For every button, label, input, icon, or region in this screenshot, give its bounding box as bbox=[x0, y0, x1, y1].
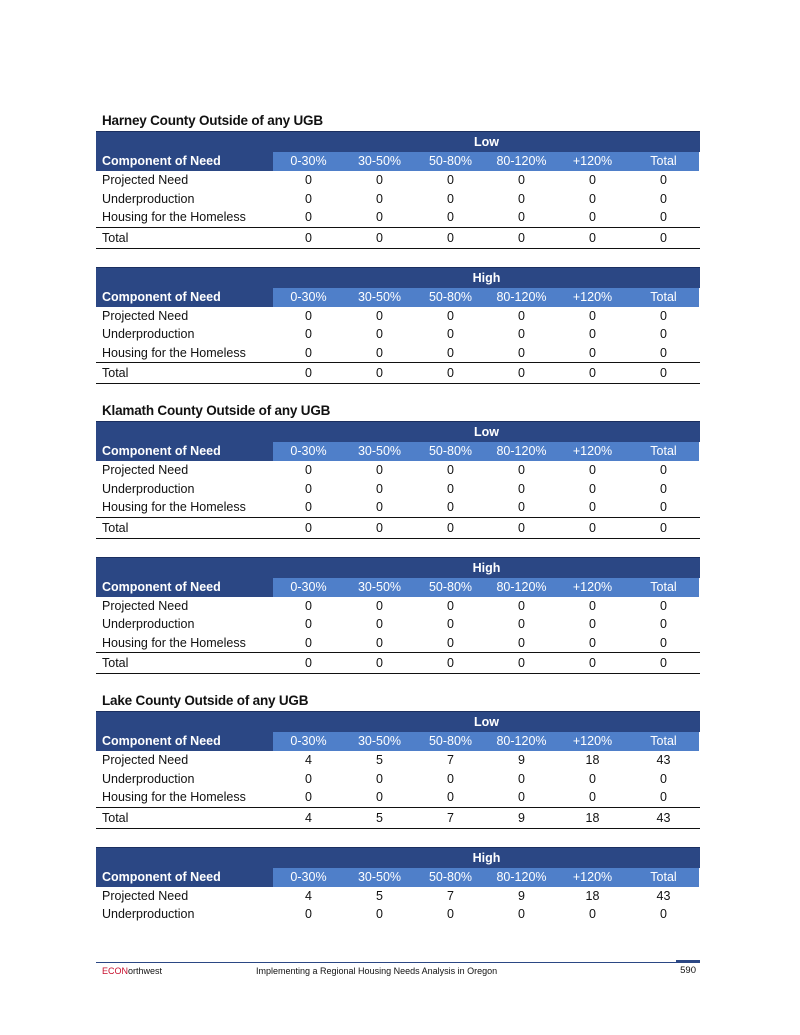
column-header: 30-50% bbox=[344, 288, 415, 307]
cell-value: 7 bbox=[447, 888, 454, 903]
row-label: Total bbox=[102, 366, 129, 380]
cell-value: 0 bbox=[589, 598, 596, 613]
cell-value: 0 bbox=[447, 617, 454, 631]
cell-value: 0 bbox=[589, 173, 596, 187]
cell-value: 0 bbox=[589, 907, 596, 921]
section-title: Harney County Outside of any UGB bbox=[102, 113, 323, 128]
column-header: 30-50% bbox=[344, 442, 415, 461]
footer-accent bbox=[676, 960, 700, 962]
cell-value: 0 bbox=[447, 500, 454, 514]
cell-value: 0 bbox=[305, 790, 312, 804]
cell-value: 0 bbox=[305, 907, 312, 921]
needs-table bbox=[96, 131, 700, 249]
cell-value: 0 bbox=[447, 481, 454, 496]
scenario-band bbox=[96, 557, 700, 578]
cell-value: 0 bbox=[660, 907, 667, 921]
cell-value: 0 bbox=[305, 191, 312, 206]
column-header: +120% bbox=[557, 868, 628, 887]
table-header-row bbox=[96, 732, 700, 751]
cell-value: 0 bbox=[589, 635, 596, 650]
table-row bbox=[96, 325, 700, 344]
table-row bbox=[96, 208, 700, 228]
cell-value: 0 bbox=[447, 598, 454, 613]
cell-value: 0 bbox=[518, 345, 525, 360]
column-header: 80-120% bbox=[486, 442, 557, 461]
row-label: Housing for the Homeless bbox=[102, 210, 246, 224]
table-header-row bbox=[96, 442, 700, 461]
row-label: Underproduction bbox=[102, 327, 195, 341]
needs-table bbox=[96, 847, 700, 924]
cell-value: 0 bbox=[589, 230, 596, 245]
scenario-band bbox=[96, 421, 700, 442]
cell-value: 0 bbox=[660, 308, 667, 323]
cell-value: 18 bbox=[585, 888, 600, 903]
cell-value: 0 bbox=[447, 308, 454, 323]
cell-value: 5 bbox=[376, 810, 383, 825]
column-header: 0-30% bbox=[273, 442, 344, 461]
cell-value: 0 bbox=[447, 230, 454, 245]
column-header: +120% bbox=[557, 732, 628, 751]
column-header: 0-30% bbox=[273, 578, 344, 597]
cell-value: 0 bbox=[589, 617, 596, 631]
cell-value: 0 bbox=[376, 635, 383, 650]
row-label: Total bbox=[102, 656, 129, 670]
cell-value: 0 bbox=[305, 481, 312, 496]
column-header: Total bbox=[628, 868, 699, 887]
column-header: 50-80% bbox=[415, 152, 486, 171]
column-header: +120% bbox=[557, 442, 628, 461]
cell-value: 0 bbox=[660, 191, 667, 206]
table-row bbox=[96, 171, 700, 190]
cell-value: 0 bbox=[376, 520, 383, 535]
cell-value: 0 bbox=[518, 173, 525, 187]
column-header: 0-30% bbox=[273, 868, 344, 887]
cell-value: 4 bbox=[305, 753, 312, 767]
cell-value: 0 bbox=[660, 656, 667, 670]
row-label: Housing for the Homeless bbox=[102, 345, 246, 360]
cell-value: 0 bbox=[660, 481, 667, 496]
cell-value: 0 bbox=[305, 598, 312, 613]
row-label: Projected Need bbox=[102, 308, 189, 323]
table-row bbox=[96, 751, 700, 770]
needs-table bbox=[96, 267, 700, 385]
table-row bbox=[96, 307, 700, 326]
footer-brand: ECONorthwest bbox=[102, 966, 163, 976]
table-header-row bbox=[96, 152, 700, 171]
cell-value: 0 bbox=[447, 907, 454, 921]
cell-value: 0 bbox=[376, 173, 383, 187]
table-row bbox=[96, 887, 700, 906]
column-header: 30-50% bbox=[344, 578, 415, 597]
cell-value: 9 bbox=[518, 753, 525, 767]
report-page bbox=[96, 112, 700, 942]
cell-value: 0 bbox=[518, 327, 525, 341]
cell-value: 0 bbox=[589, 308, 596, 323]
table-row bbox=[96, 615, 700, 634]
cell-value: 0 bbox=[376, 308, 383, 323]
cell-value: 0 bbox=[305, 463, 312, 477]
cell-value: 0 bbox=[447, 520, 454, 535]
column-header: Component of Need bbox=[96, 732, 273, 751]
cell-value: 0 bbox=[305, 308, 312, 323]
table-row bbox=[96, 480, 700, 499]
cell-value: 43 bbox=[656, 753, 671, 767]
table-row bbox=[96, 634, 700, 654]
table-row bbox=[96, 905, 700, 924]
column-header: +120% bbox=[557, 578, 628, 597]
table-row bbox=[96, 653, 700, 674]
column-header: Total bbox=[628, 442, 699, 461]
cell-value: 0 bbox=[305, 656, 312, 670]
cell-value: 0 bbox=[305, 617, 312, 631]
cell-value: 0 bbox=[589, 366, 596, 380]
cell-value: 0 bbox=[305, 366, 312, 380]
cell-value: 0 bbox=[660, 520, 667, 535]
scenario-label: High bbox=[472, 850, 501, 865]
cell-value: 0 bbox=[305, 635, 312, 650]
row-label: Underproduction bbox=[102, 481, 195, 496]
cell-value: 9 bbox=[518, 810, 525, 825]
row-label: Total bbox=[102, 520, 129, 535]
row-label: Projected Need bbox=[102, 463, 189, 477]
table-row bbox=[96, 788, 700, 808]
column-header: Total bbox=[628, 152, 699, 171]
cell-value: 0 bbox=[518, 635, 525, 650]
cell-value: 0 bbox=[518, 771, 525, 786]
cell-value: 0 bbox=[305, 520, 312, 535]
column-header: Component of Need bbox=[96, 442, 273, 461]
cell-value: 0 bbox=[518, 520, 525, 535]
cell-value: 0 bbox=[660, 598, 667, 613]
cell-value: 0 bbox=[518, 308, 525, 323]
row-label: Total bbox=[102, 230, 129, 245]
column-header: Total bbox=[628, 288, 699, 307]
cell-value: 0 bbox=[589, 191, 596, 206]
table-row bbox=[96, 344, 700, 364]
cell-value: 0 bbox=[447, 635, 454, 650]
cell-value: 0 bbox=[518, 656, 525, 670]
cell-value: 0 bbox=[589, 520, 596, 535]
column-header: +120% bbox=[557, 152, 628, 171]
column-header: 50-80% bbox=[415, 578, 486, 597]
row-label: Projected Need bbox=[102, 888, 189, 903]
cell-value: 5 bbox=[376, 753, 383, 767]
row-label: Projected Need bbox=[102, 598, 189, 613]
cell-value: 0 bbox=[589, 500, 596, 514]
section-title: Klamath County Outside of any UGB bbox=[102, 403, 331, 418]
cell-value: 0 bbox=[376, 463, 383, 477]
cell-value: 0 bbox=[589, 345, 596, 360]
cell-value: 0 bbox=[376, 481, 383, 496]
cell-value: 0 bbox=[660, 327, 667, 341]
cell-value: 0 bbox=[447, 173, 454, 187]
cell-value: 0 bbox=[660, 617, 667, 631]
table-row bbox=[96, 808, 700, 829]
row-label: Projected Need bbox=[102, 753, 189, 767]
cell-value: 0 bbox=[518, 366, 525, 380]
cell-value: 0 bbox=[589, 463, 596, 477]
cell-value: 0 bbox=[589, 327, 596, 341]
needs-table bbox=[96, 557, 700, 675]
cell-value: 18 bbox=[585, 810, 600, 825]
column-header: 30-50% bbox=[344, 868, 415, 887]
cell-value: 0 bbox=[376, 210, 383, 224]
cell-value: 0 bbox=[660, 463, 667, 477]
cell-value: 0 bbox=[305, 230, 312, 245]
column-header: 80-120% bbox=[486, 868, 557, 887]
cell-value: 0 bbox=[305, 500, 312, 514]
cell-value: 43 bbox=[656, 888, 671, 903]
cell-value: 0 bbox=[660, 635, 667, 650]
row-label: Housing for the Homeless bbox=[102, 500, 246, 514]
cell-value: 0 bbox=[518, 598, 525, 613]
column-header: Total bbox=[628, 578, 699, 597]
cell-value: 7 bbox=[447, 810, 454, 825]
scenario-band bbox=[96, 711, 700, 732]
footer-page-number: 590 bbox=[680, 965, 696, 976]
cell-value: 0 bbox=[518, 790, 525, 804]
table-row bbox=[96, 363, 700, 384]
cell-value: 0 bbox=[376, 617, 383, 631]
cell-value: 0 bbox=[305, 345, 312, 360]
cell-value: 0 bbox=[376, 345, 383, 360]
column-header: Total bbox=[628, 732, 699, 751]
footer-doc-title: Implementing a Regional Housing Needs Analysis in Oregon bbox=[256, 966, 498, 976]
column-header: 0-30% bbox=[273, 152, 344, 171]
row-label: Underproduction bbox=[102, 907, 195, 921]
column-header: 50-80% bbox=[415, 868, 486, 887]
table-row bbox=[96, 461, 700, 480]
scenario-label: High bbox=[472, 270, 501, 285]
column-header: Component of Need bbox=[96, 152, 273, 171]
cell-value: 0 bbox=[660, 771, 667, 786]
cell-value: 0 bbox=[447, 790, 454, 804]
cell-value: 0 bbox=[376, 907, 383, 921]
cell-value: 0 bbox=[447, 656, 454, 670]
row-label: Projected Need bbox=[102, 173, 189, 187]
cell-value: 0 bbox=[305, 771, 312, 786]
cell-value: 0 bbox=[518, 463, 525, 477]
cell-value: 0 bbox=[589, 771, 596, 786]
cell-value: 0 bbox=[518, 230, 525, 245]
row-label: Total bbox=[102, 810, 129, 825]
cell-value: 0 bbox=[589, 481, 596, 496]
column-header: 80-120% bbox=[486, 288, 557, 307]
column-header: 50-80% bbox=[415, 288, 486, 307]
row-label: Underproduction bbox=[102, 617, 195, 631]
cell-value: 0 bbox=[376, 771, 383, 786]
column-header: 80-120% bbox=[486, 732, 557, 751]
cell-value: 0 bbox=[447, 345, 454, 360]
needs-table bbox=[96, 421, 700, 539]
table-header-row bbox=[96, 578, 700, 597]
cell-value: 0 bbox=[447, 210, 454, 224]
cell-value: 0 bbox=[447, 463, 454, 477]
cell-value: 4 bbox=[305, 888, 312, 903]
cell-value: 0 bbox=[589, 790, 596, 804]
cell-value: 0 bbox=[305, 173, 312, 187]
scenario-band bbox=[96, 131, 700, 152]
cell-value: 0 bbox=[518, 481, 525, 496]
scenario-label: Low bbox=[474, 135, 499, 149]
scenario-band bbox=[96, 847, 700, 868]
row-label: Housing for the Homeless bbox=[102, 635, 246, 650]
table-row bbox=[96, 190, 700, 209]
row-label: Housing for the Homeless bbox=[102, 790, 246, 804]
table-row bbox=[96, 228, 700, 249]
cell-value: 0 bbox=[376, 500, 383, 514]
cell-value: 0 bbox=[518, 617, 525, 631]
table-header-row bbox=[96, 868, 700, 887]
scenario-label: High bbox=[472, 560, 501, 575]
column-header: +120% bbox=[557, 288, 628, 307]
cell-value: 0 bbox=[660, 173, 667, 187]
column-header: 80-120% bbox=[486, 152, 557, 171]
cell-value: 43 bbox=[656, 810, 671, 825]
scenario-label: Low bbox=[474, 425, 499, 439]
cell-value: 0 bbox=[376, 230, 383, 245]
cell-value: 9 bbox=[518, 888, 525, 903]
column-header: 50-80% bbox=[415, 442, 486, 461]
cell-value: 0 bbox=[518, 191, 525, 206]
table-row bbox=[96, 498, 700, 518]
cell-value: 0 bbox=[518, 210, 525, 224]
cell-value: 0 bbox=[376, 366, 383, 380]
cell-value: 4 bbox=[305, 810, 312, 825]
column-header: Component of Need bbox=[96, 288, 273, 307]
cell-value: 0 bbox=[660, 500, 667, 514]
table-row bbox=[96, 770, 700, 789]
row-label: Underproduction bbox=[102, 191, 195, 206]
cell-value: 0 bbox=[447, 327, 454, 341]
cell-value: 0 bbox=[447, 191, 454, 206]
cell-value: 7 bbox=[447, 753, 454, 767]
table-row bbox=[96, 518, 700, 539]
column-header: 50-80% bbox=[415, 732, 486, 751]
cell-value: 5 bbox=[376, 888, 383, 903]
cell-value: 0 bbox=[589, 656, 596, 670]
column-header: 30-50% bbox=[344, 732, 415, 751]
column-header: Component of Need bbox=[96, 578, 273, 597]
cell-value: 0 bbox=[376, 191, 383, 206]
table-header-row bbox=[96, 288, 700, 307]
page-footer bbox=[96, 962, 700, 979]
cell-value: 0 bbox=[660, 345, 667, 360]
column-header: 30-50% bbox=[344, 152, 415, 171]
cell-value: 0 bbox=[660, 366, 667, 380]
cell-value: 0 bbox=[518, 907, 525, 921]
cell-value: 0 bbox=[660, 210, 667, 224]
cell-value: 0 bbox=[376, 790, 383, 804]
cell-value: 0 bbox=[376, 598, 383, 613]
scenario-band bbox=[96, 267, 700, 288]
cell-value: 18 bbox=[585, 753, 600, 767]
column-header: Component of Need bbox=[96, 868, 273, 887]
cell-value: 0 bbox=[447, 366, 454, 380]
cell-value: 0 bbox=[305, 327, 312, 341]
cell-value: 0 bbox=[376, 656, 383, 670]
cell-value: 0 bbox=[376, 327, 383, 341]
section-title: Lake County Outside of any UGB bbox=[102, 693, 309, 708]
needs-table bbox=[96, 711, 700, 829]
cell-value: 0 bbox=[660, 230, 667, 245]
table-row bbox=[96, 597, 700, 616]
column-header: 0-30% bbox=[273, 288, 344, 307]
cell-value: 0 bbox=[305, 210, 312, 224]
cell-value: 0 bbox=[589, 210, 596, 224]
cell-value: 0 bbox=[447, 771, 454, 786]
scenario-label: Low bbox=[474, 715, 499, 729]
column-header: 80-120% bbox=[486, 578, 557, 597]
cell-value: 0 bbox=[660, 790, 667, 804]
cell-value: 0 bbox=[518, 500, 525, 514]
column-header: 0-30% bbox=[273, 732, 344, 751]
row-label: Underproduction bbox=[102, 771, 195, 786]
